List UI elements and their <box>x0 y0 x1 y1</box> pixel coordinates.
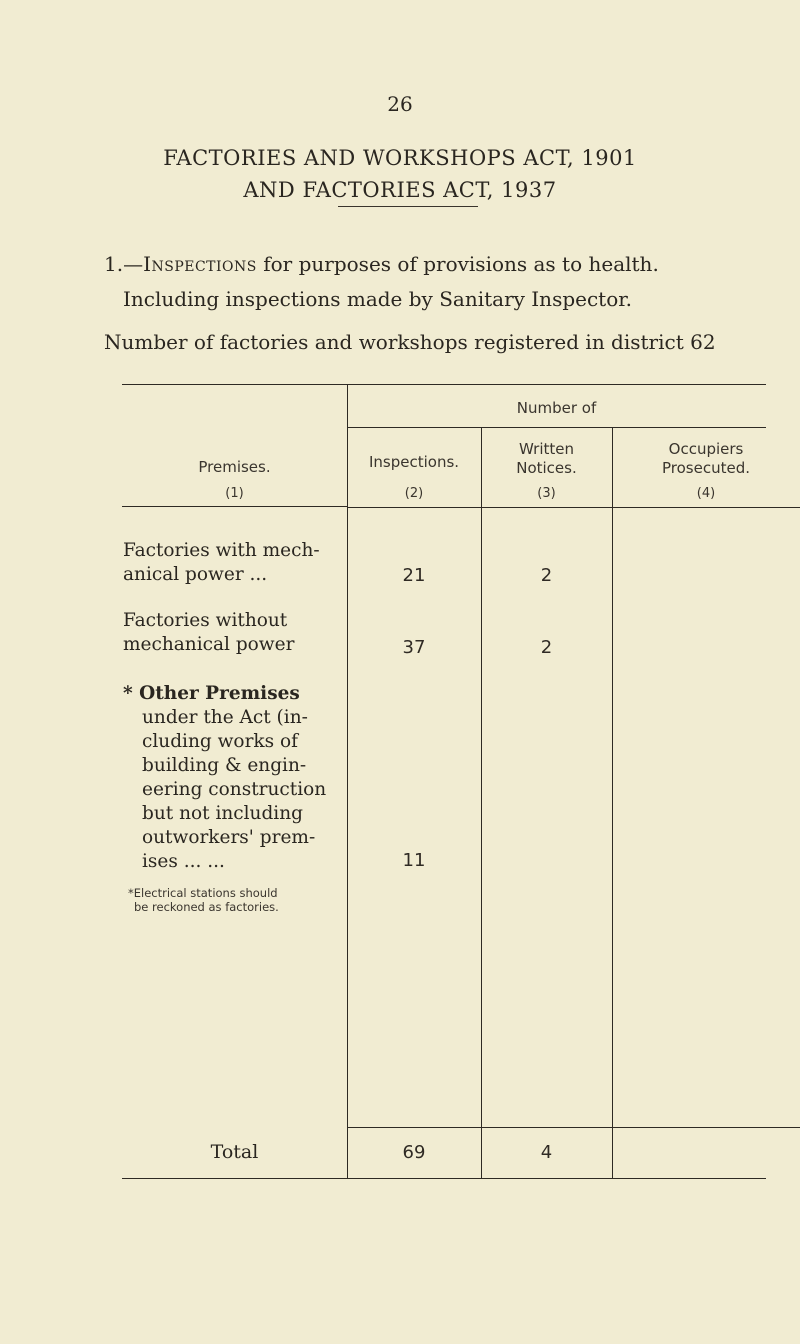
row1-notices: 2 <box>540 565 553 586</box>
row3-inspections: 11 <box>402 850 426 871</box>
footnote <box>128 886 346 914</box>
page-number: 26 <box>387 92 413 116</box>
table-row-2-premises <box>123 609 345 657</box>
header-written-line1: Written <box>519 440 574 458</box>
total-label: Total <box>210 1141 259 1163</box>
section-text: for purposes of provisions as to health. <box>256 252 659 276</box>
table-row-3-premises <box>123 682 347 874</box>
row2-line2: mechanical power <box>123 634 295 655</box>
page-title-line-1: FACTORIES AND WORKSHOPS ACT, 1901 <box>163 146 637 170</box>
row3-line8: ises ... ... <box>142 851 225 872</box>
intro-heading <box>104 252 659 276</box>
section-number: 1.— <box>104 252 144 276</box>
header-bottom-rule-premises <box>122 506 347 507</box>
intro-subline: Including inspections made by Sanitary Inspector. <box>123 287 632 311</box>
row3-line3: cluding works of <box>142 731 298 752</box>
header-inspections-num: (2) <box>404 486 424 501</box>
row3-line1: * Other Premises <box>123 683 300 704</box>
total-notices: 4 <box>540 1142 553 1163</box>
row3-line4: building & engin- <box>142 755 307 776</box>
total-inspections: 69 <box>402 1142 426 1163</box>
header-notices-num: (3) <box>537 486 556 501</box>
table-bottom-rule <box>122 1178 766 1179</box>
col-divider-3 <box>612 427 613 1178</box>
header-bottom-rule-data <box>347 507 800 508</box>
section-lead: Inspections <box>143 252 257 276</box>
row3-line2: under the Act (in- <box>142 707 308 728</box>
col-divider-1 <box>347 384 348 1178</box>
row2-inspections: 37 <box>402 637 426 658</box>
header-occupiers-prosecuted <box>612 440 800 478</box>
row2-line1: Factories without <box>123 610 288 631</box>
total-top-rule <box>347 1127 800 1128</box>
footnote-line1: *Electrical stations should <box>128 886 278 900</box>
row2-notices: 2 <box>540 637 553 658</box>
table-row-1-premises <box>123 539 345 587</box>
table-top-rule <box>122 384 766 385</box>
header-premises-num: (1) <box>225 486 244 501</box>
row1-line2: anical power ... <box>123 564 268 585</box>
header-written-notices <box>481 440 612 478</box>
col-divider-2 <box>481 427 482 1178</box>
header-written-line2: Notices. <box>516 459 577 477</box>
title-underline <box>338 206 478 207</box>
row3-line7: outworkers' prem- <box>142 827 316 848</box>
header-prosecuted-num: (4) <box>696 486 716 501</box>
header-premises: Premises. <box>198 458 271 476</box>
row3-line5: eering construction <box>142 779 327 800</box>
row1-inspections: 21 <box>402 565 426 586</box>
header-occupiers-line2: Prosecuted. <box>662 459 750 477</box>
header-number-of: Number of <box>516 399 597 417</box>
header-occupiers-line1: Occupiers <box>668 440 744 458</box>
footnote-line2: be reckoned as factories. <box>134 900 279 914</box>
registered-count: Number of factories and workshops registered in district 62 <box>104 330 716 354</box>
page-title-line-2: AND FACTORIES ACT, 1937 <box>243 178 557 202</box>
number-of-rule <box>347 427 766 428</box>
header-inspections: Inspections. <box>368 453 460 471</box>
row1-line1: Factories with mech- <box>123 540 320 561</box>
row3-line6: but not including <box>142 803 303 824</box>
